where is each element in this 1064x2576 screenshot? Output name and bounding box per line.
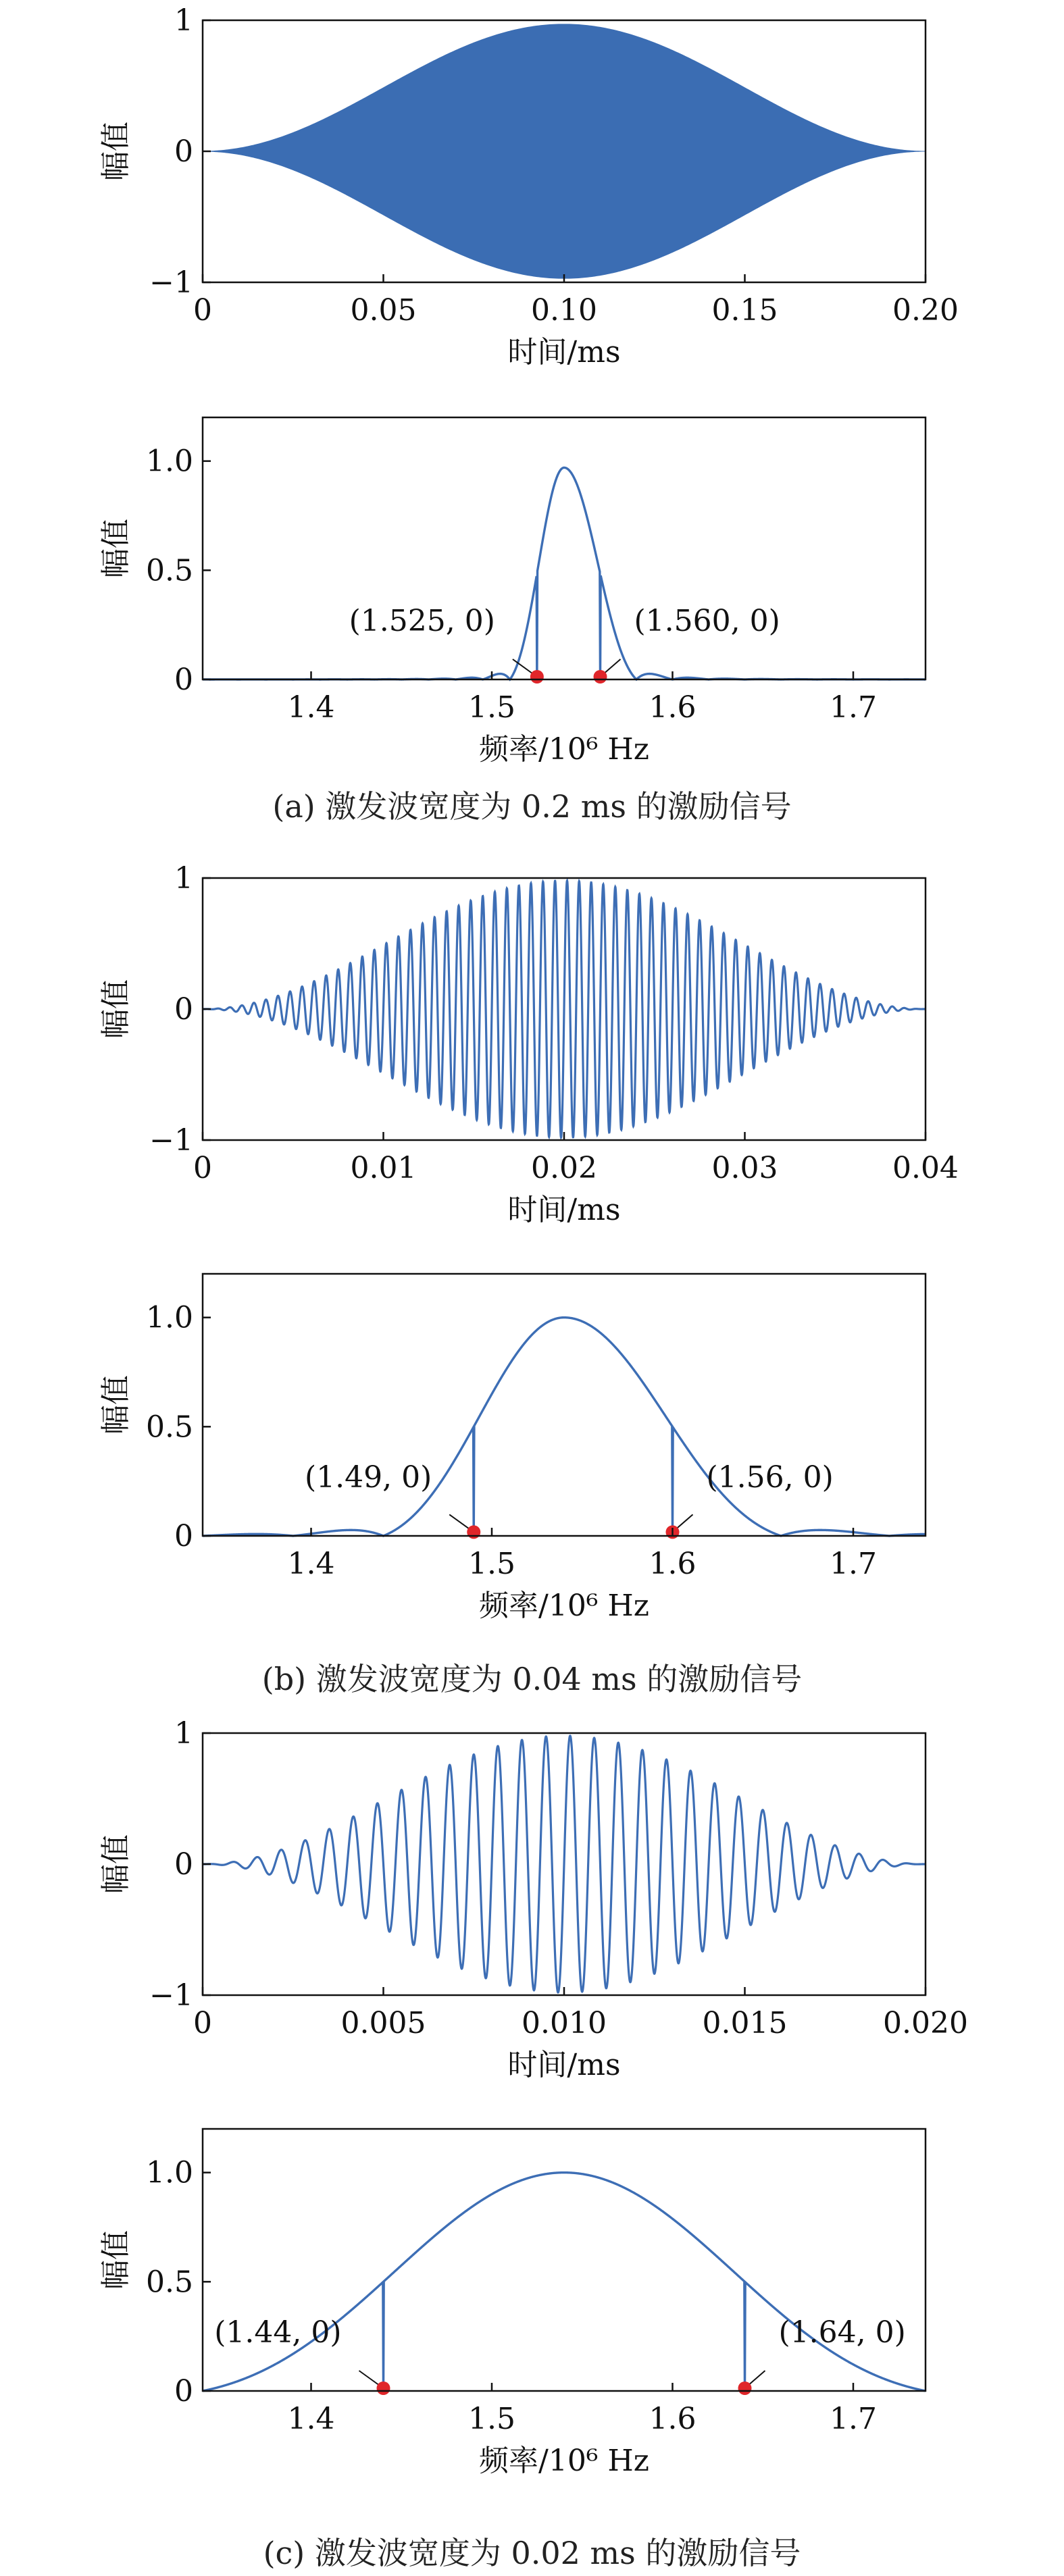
x-tick-label: 0.03: [711, 1151, 778, 1185]
x-tick-label: 1.5: [468, 2402, 515, 2436]
annotation-label: (1.560, 0): [634, 604, 780, 638]
x-tick-label: 1.6: [649, 1547, 696, 1581]
chart-panel-6: [99, 2129, 926, 2478]
y-axis-label: 幅值: [99, 1375, 133, 1435]
x-axis-label: 时间/ms: [507, 1193, 621, 1227]
zero-point-marker: [467, 1525, 480, 1539]
y-tick-label: −1: [149, 1978, 193, 2013]
signal-line: [203, 1736, 926, 1992]
y-axis-label: 幅值: [99, 2230, 133, 2290]
zero-point-marker: [594, 670, 607, 684]
x-tick-label: 1.7: [830, 1547, 877, 1581]
x-tick-label: 0.04: [892, 1151, 959, 1185]
y-tick-label: 1.0: [146, 2155, 193, 2190]
x-tick-label: 0.05: [350, 293, 417, 328]
y-tick-label: 0.5: [146, 2265, 193, 2300]
annotation-label: (1.44, 0): [214, 2315, 342, 2350]
caption-c: (c) 激发波宽度为 0.02 ms 的激励信号: [263, 2535, 801, 2571]
plot-frame: [203, 2129, 926, 2391]
caption-b: (b) 激发波宽度为 0.04 ms 的激励信号: [261, 1661, 803, 1697]
x-tick-label: 1.4: [287, 690, 335, 725]
x-axis-label: 频率/10⁶ Hz: [479, 2444, 649, 2478]
y-tick-label: −1: [149, 265, 193, 300]
x-tick-label: 1.5: [468, 1547, 515, 1581]
y-tick-label: 0: [174, 992, 193, 1027]
x-tick-label: 1.6: [649, 2402, 696, 2436]
y-tick-label: 1.0: [146, 1300, 193, 1335]
y-axis-label: 幅值: [99, 979, 133, 1039]
annotation-label: (1.49, 0): [304, 1460, 432, 1495]
x-tick-label: 0.005: [340, 2006, 426, 2040]
y-axis-label: 幅值: [99, 122, 133, 181]
y-tick-label: 0.5: [146, 1410, 193, 1445]
x-tick-label: 0: [193, 1151, 212, 1185]
x-axis-label: 时间/ms: [507, 335, 621, 369]
signal-envelope-fill: [203, 24, 926, 278]
x-axis-label: 频率/10⁶ Hz: [479, 1589, 649, 1623]
x-tick-label: 1.5: [468, 690, 515, 725]
zero-point-marker: [530, 670, 544, 684]
x-tick-label: 1.7: [830, 690, 877, 725]
annotation-label: (1.56, 0): [706, 1460, 834, 1495]
x-tick-label: 1.4: [287, 2402, 335, 2436]
plot-frame: [203, 1274, 926, 1536]
chart-panel-2: [99, 417, 926, 767]
x-tick-label: 0.20: [892, 293, 959, 328]
x-axis-label: 时间/ms: [507, 2048, 621, 2082]
y-tick-label: 1.0: [146, 444, 193, 479]
x-tick-label: 1.7: [830, 2402, 877, 2436]
y-axis-label: 幅值: [99, 1834, 133, 1894]
signal-line: [203, 881, 926, 1137]
spectrum-line: [203, 2173, 926, 2391]
y-tick-label: 1: [174, 861, 193, 896]
y-tick-label: −1: [149, 1123, 193, 1158]
spectrum-line: [203, 1318, 926, 1536]
x-tick-label: 1.6: [649, 690, 696, 725]
x-tick-label: 0.015: [702, 2006, 788, 2040]
y-tick-label: 0: [174, 663, 193, 697]
annotation-label: (1.64, 0): [778, 2315, 906, 2350]
x-tick-label: 0.02: [531, 1151, 597, 1185]
chart-panel-1: [99, 3, 959, 369]
x-axis-label: 频率/10⁶ Hz: [479, 732, 649, 767]
y-tick-label: 0: [174, 134, 193, 169]
x-tick-label: 0.15: [711, 293, 778, 328]
annotation-label: (1.525, 0): [349, 604, 495, 638]
zero-point-marker: [377, 2381, 390, 2395]
x-tick-label: 0: [193, 293, 212, 328]
y-tick-label: 1: [174, 3, 193, 38]
zero-point-marker: [738, 2381, 752, 2395]
plot-frame: [203, 417, 926, 679]
x-tick-label: 1.4: [287, 1547, 335, 1581]
x-tick-label: 0.10: [531, 293, 597, 328]
spectrum-line: [203, 467, 926, 679]
chart-panel-4: [99, 1274, 926, 1623]
caption-a: (a) 激发波宽度为 0.2 ms 的激励信号: [272, 788, 792, 825]
chart-panel-3: [99, 861, 959, 1227]
y-axis-label: 幅值: [99, 519, 133, 578]
y-tick-label: 1: [174, 1716, 193, 1751]
chart-panel-5: [99, 1716, 968, 2082]
x-tick-label: 0: [193, 2006, 212, 2040]
x-tick-label: 0.020: [883, 2006, 968, 2040]
x-tick-label: 0.01: [350, 1151, 417, 1185]
y-tick-label: 0: [174, 1847, 193, 1882]
y-tick-label: 0.5: [146, 553, 193, 588]
x-tick-label: 0.010: [522, 2006, 607, 2040]
y-tick-label: 0: [174, 1519, 193, 1553]
y-tick-label: 0: [174, 2374, 193, 2408]
